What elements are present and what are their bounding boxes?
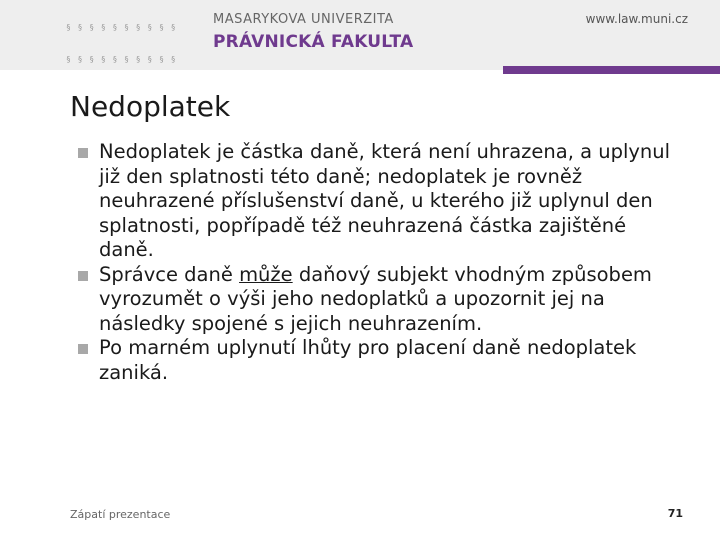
law-pattern-logo: § § § § § § § § § § § § § § § § § § § § — [66, 23, 177, 64]
bullet-item: Po marném uplynutí lhůty pro placení daně nedoplatek zaniká. — [76, 336, 676, 385]
emphasized-text: může — [239, 262, 293, 286]
square-bullet-icon — [78, 271, 88, 281]
faculty-name: PRÁVNICKÁ FAKULTA — [213, 32, 414, 52]
header-accent-bar — [503, 66, 720, 74]
square-bullet-icon — [78, 148, 88, 158]
footer-text: Zápatí prezentace — [70, 508, 171, 521]
square-bullet-icon — [78, 344, 88, 354]
slide-title: Nedoplatek — [70, 90, 231, 123]
bullet-item: Nedoplatek je částka daně, která není uhrazena, a uplynul již den splatnosti této daně; nedoplatek je rovněž neuhrazené příslušenství daně, u kterého již uplynul den splatnosti, popřípadě též neuhrazená částka zajištěné daně. — [76, 140, 676, 263]
bullet-list — [76, 140, 676, 385]
bullet-item: Správce daně může daňový subjekt vhodným způsobem vyrozumět o výši jeho nedoplatků a upozornit jej na následky spojené s jejich neuhrazením. — [76, 263, 676, 337]
website-link[interactable]: www.law.muni.cz — [585, 12, 688, 26]
university-name: MASARYKOVA UNIVERZITA — [213, 12, 394, 27]
slide-header — [0, 0, 720, 70]
page-number: 71 — [667, 507, 683, 520]
